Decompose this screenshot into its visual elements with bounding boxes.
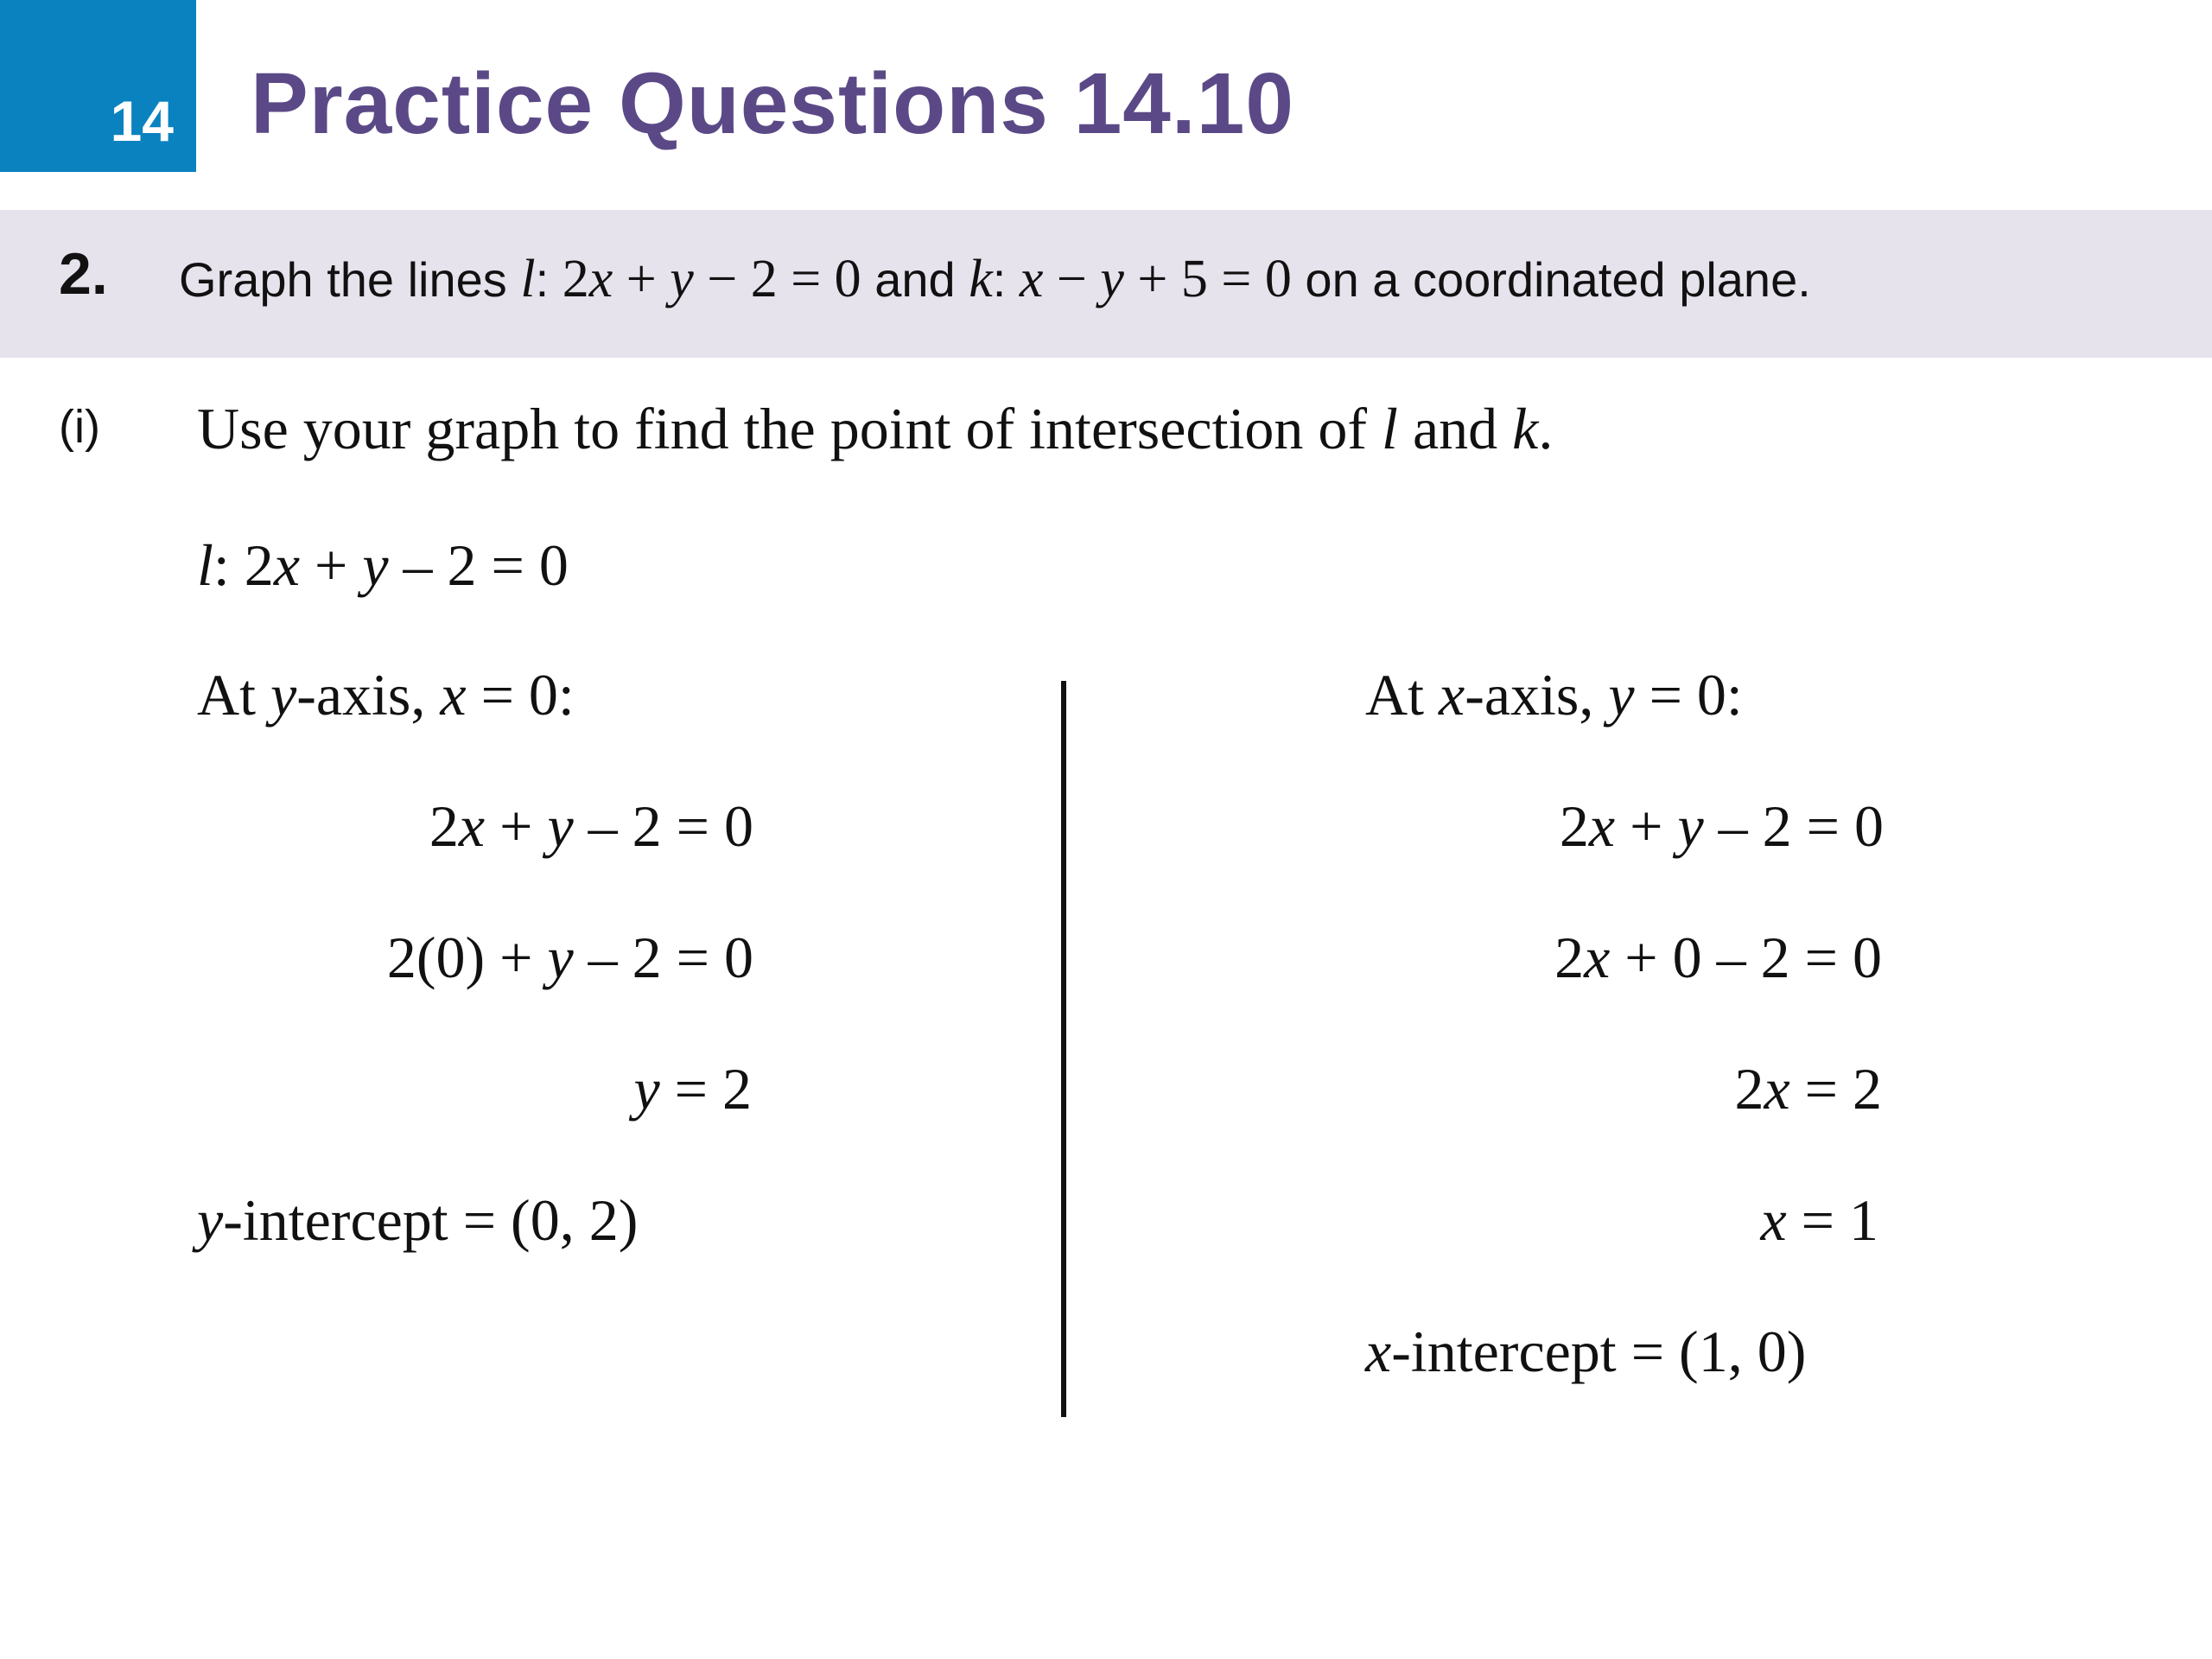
left-step-1: 2x + y – 2 = 0 [429,793,753,859]
y-axis-heading: At y-axis, x = 0: [197,662,575,728]
question-text: Graph the lines l: 2x + y − 2 = 0 and k: x − y + 5 = 0 on a coordinated plane. [179,250,1811,308]
x-axis-heading: At x-axis, y = 0: [1365,662,1743,728]
chapter-badge [0,0,196,172]
column-divider [1061,681,1066,1417]
line-l-equation: l: 2x + y – 2 = 0 [197,532,569,598]
y-intercept-result: y-intercept = (0, 2) [197,1187,639,1253]
part-label: (i) [59,401,100,453]
right-step-2: 2x + 0 – 2 = 0 [1554,925,1882,990]
question-number: 2. [59,241,108,307]
right-step-1: 2x + y – 2 = 0 [1559,793,1884,859]
chapter-number: 14 [110,89,174,153]
right-step-4: x = 1 [1760,1187,1878,1253]
part-question-text: Use your graph to find the point of intersection of l and k. [197,396,1554,461]
left-step-3: y = 2 [633,1056,752,1122]
x-intercept-result: x-intercept = (1, 0) [1365,1319,1807,1384]
left-step-2: 2(0) + y – 2 = 0 [386,925,753,990]
right-step-3: 2x = 2 [1734,1056,1882,1122]
page-title: Practice Questions 14.10 [251,55,1294,152]
